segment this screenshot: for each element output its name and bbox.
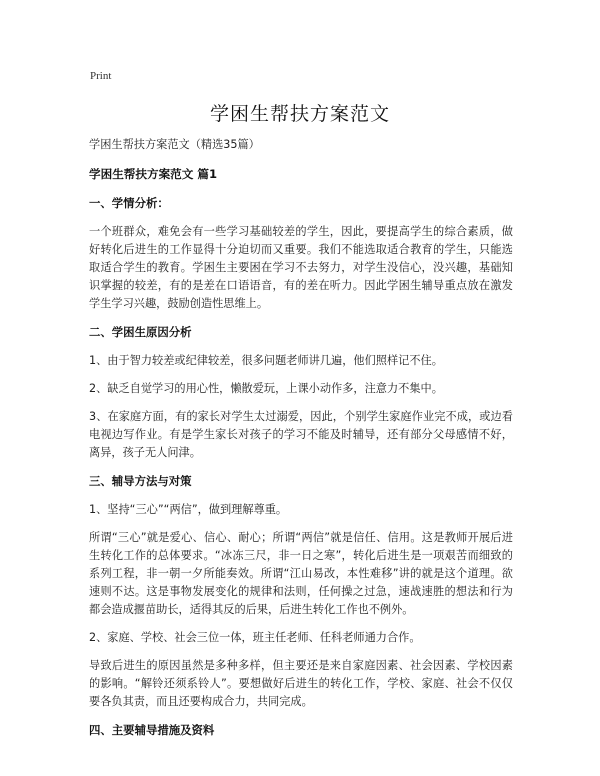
paragraph-cause-3: 3、在家庭方面，有的家长对学生太过溺爱，因此，个别学生家庭作业完不成，或边看电视边写作业。有是学生家长对孩子的学习不能及时辅导，还有部分父母感情不好，离异，孩子无人问津。 bbox=[89, 410, 513, 459]
heading-measures: 四、主要辅导措施及资料 bbox=[89, 723, 215, 737]
heading-causes: 二、学困生原因分析 bbox=[89, 325, 192, 339]
paragraph-analysis: 一个班群众，难免会有一些学习基础较差的学生，因此，要提高学生的综合素质，做好转化后进生的工作显得十分迫切而又重要。我们不能选取适合教育的学生，只能选取适合学生的教育。学困生主要困在学习不去努力，对学生没信心，没兴趣，基础知识掌握的较差，有的是差在口语语音，有的差在听力。因此学困生辅导重点放在激发学生学习兴趣，鼓励创造性思维上。 bbox=[89, 225, 513, 310]
paragraph-cause-2: 2、缺乏自觉学习的用心性，懒散爱玩，上课小动作多，注意力不集中。 bbox=[89, 382, 443, 395]
paragraph-method-2: 2、家庭、学校、社会三位一体，班主任老师、任科老师通力合作。 bbox=[89, 631, 421, 644]
heading-methods: 三、辅导方法与对策 bbox=[89, 474, 192, 488]
paragraph-cause-1: 1、由于智力较差或纪律较差，很多问题老师讲几遍，他们照样记不住。 bbox=[89, 354, 443, 367]
paragraph-method-2-detail: 导致后进生的原因虽然是多种多样，但主要还是来自家庭因素、社会因素、学校因素的影响。“解铃还须系铃人”。要想做好后进生的转化工作，学校、家庭、社会不仅仅要各负其责，而且还要构成合力，共同完成。 bbox=[89, 659, 513, 708]
page-title: 学困生帮扶方案范文 bbox=[209, 103, 390, 125]
document-body bbox=[89, 136, 513, 750]
paragraph-method-1: 1、坚持“三心”“两信”，做到理解尊重。 bbox=[89, 503, 288, 516]
print-label[interactable]: Print bbox=[90, 70, 112, 82]
section-title: 学困生帮扶方案范文 篇1 bbox=[89, 167, 218, 181]
heading-analysis: 一、学情分析： bbox=[89, 196, 169, 210]
document-subtitle: 学困生帮扶方案范文（精选35篇） bbox=[89, 138, 260, 151]
paragraph-method-1-detail: 所谓“三心”就是爱心、信心、耐心；所谓“两信”就是信任、信用。这是教师开展后进生转化工作的总体要求。“冰冻三尺，非一日之寒”，转化后进生是一项艰苦而细致的系列工程，非一朝一夕所能奏效。所谓“江山易改，本性难移”讲的就是这个道理。欲速则不达。这是事物发展变化的规律和法则，任何操之过急，速战速胜的想法和行为都会造成揠苗助长，适得其反的后果，后进生转化工作也不例外。 bbox=[89, 531, 513, 616]
